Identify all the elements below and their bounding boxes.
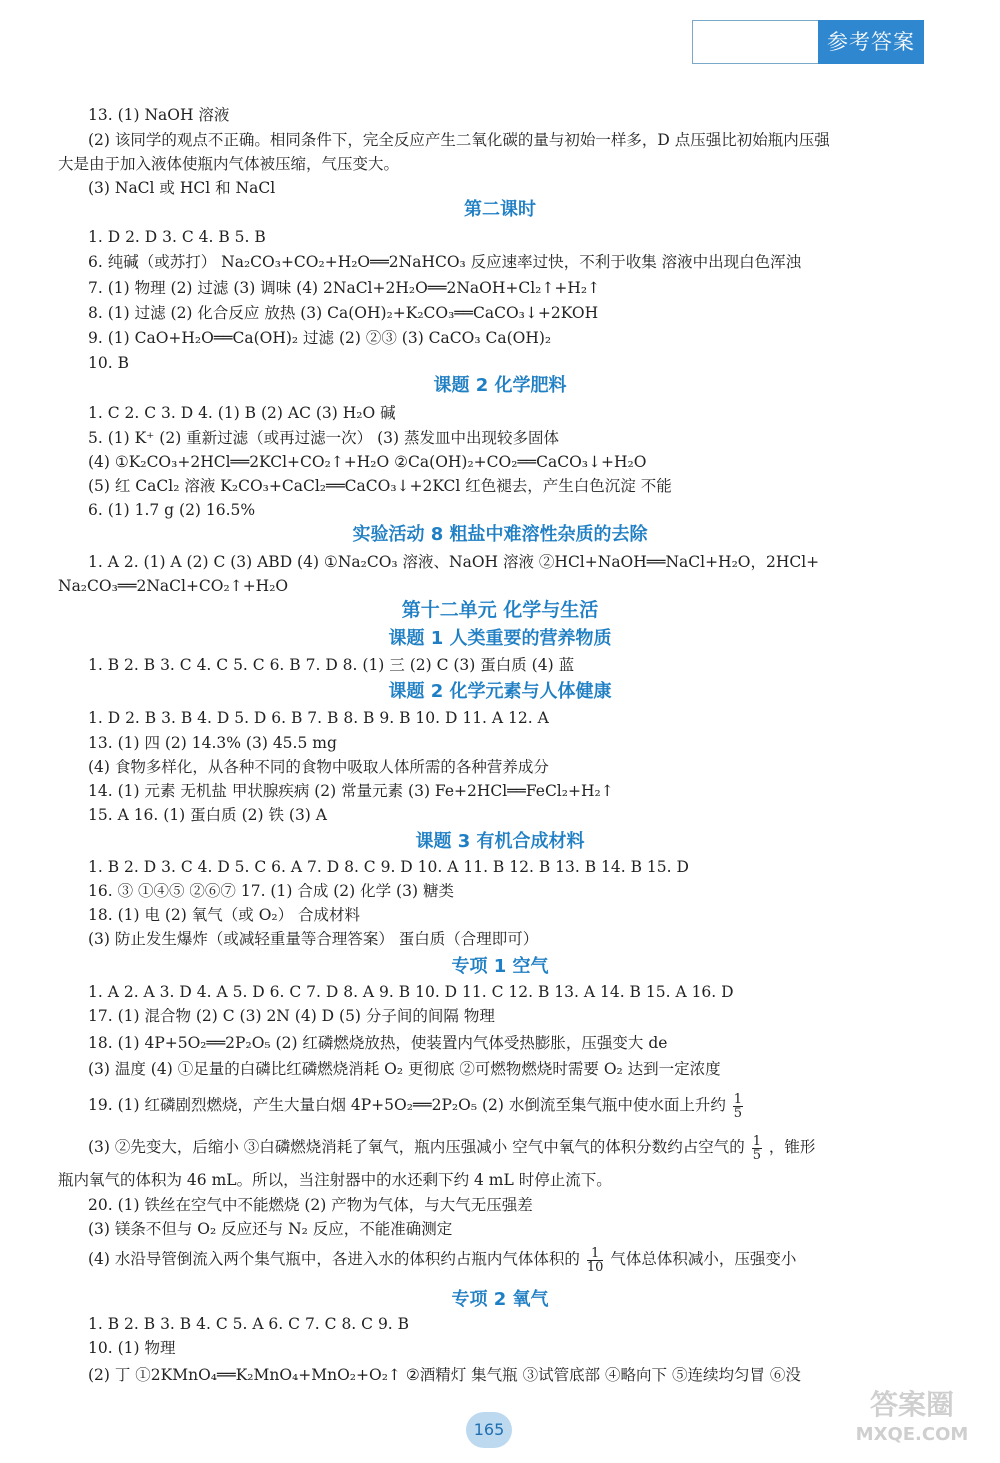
answer-line: 20. (1) 铁丝在空气中不能燃烧 (2) 产物为气体，与大气无压强差: [88, 1196, 533, 1214]
answer-line: 16. ③ ①④⑤ ②⑥⑦ 17. (1) 合成 (2) 化学 (3) 糖类: [88, 882, 454, 900]
fraction-one-tenth: [587, 1247, 604, 1274]
answer-line: Na₂CO₃══2NaCl+CO₂↑+H₂O: [58, 577, 289, 595]
answer-line: (4) 食物多样化，从各种不同的食物中吸取人体所需的各种营养成分: [88, 758, 549, 776]
fraction-denominator: 10: [586, 1259, 604, 1275]
answer-line: 9. (1) CaO+H₂O══Ca(OH)₂ 过滤 (2) ②③ (3) CaCO₃ Ca(OH)₂: [88, 329, 552, 347]
answer-line: 1. D 2. D 3. C 4. B 5. B: [88, 228, 266, 246]
answer-line-with-fraction: [88, 1128, 940, 1166]
answer-line: 10. B: [88, 354, 129, 372]
answer-line: 14. (1) 元素 无机盐 甲状腺疾病 (2) 常量元素 (3) Fe+2HCl══FeCl₂+H₂↑: [88, 782, 614, 800]
section-heading: 课题 2 化学元素与人体健康: [388, 681, 612, 702]
watermark-title: 答案圈: [869, 1388, 954, 1421]
fraction-denominator: 5: [752, 1147, 761, 1163]
section-heading: 课题 1 人类重要的营养物质: [388, 628, 612, 649]
answer-line: 8. (1) 过滤 (2) 化合反应 放热 (3) Ca(OH)₂+K₂CO₃══CaCO₃↓+2KOH: [88, 304, 599, 322]
unit-heading: 第十二单元 化学与生活: [401, 599, 599, 621]
answer-line: 1. B 2. D 3. C 4. D 5. C 6. A 7. D 8. C 9. D 10. A 11. B 12. B 13. B 14. B 15. D: [88, 858, 689, 876]
answer-line: (3) NaCl 或 HCl 和 NaCl: [88, 179, 276, 197]
answer-line-with-fraction: [88, 1240, 940, 1278]
answer-line: (2) 丁 ①2KMnO₄══K₂MnO₄+MnO₂+O₂↑ ②酒精灯 集气瓶 ③试管底部 ④略向下 ⑤连续均匀冒 ⑥没: [88, 1366, 801, 1384]
answer-line: 1. B 2. B 3. B 4. C 5. A 6. C 7. C 8. C 9. B: [88, 1315, 410, 1333]
answer-line: 1. A 2. A 3. D 4. A 5. D 6. C 7. D 8. A 9. B 10. D 11. C 12. B 13. A 14. B 15. A 16. D: [88, 983, 734, 1001]
section-heading: 课题 3 有机合成材料: [415, 831, 585, 852]
answer-key-badge: 参考答案: [818, 20, 924, 64]
watermark-logo: [832, 1386, 992, 1456]
fraction-numerator: 1: [587, 1247, 604, 1261]
answer-line: 17. (1) 混合物 (2) C (3) 2N (4) D (5) 分子间的间隔 物理: [88, 1007, 495, 1025]
answer-line: 瓶内氧气的体积为 46 mL。所以，当注射器中的水还剩下约 4 mL 时停止流下。: [58, 1171, 612, 1189]
answer-line: 13. (1) 四 (2) 14.3% (3) 45.5 mg: [88, 734, 337, 752]
watermark-url: MXQE.COM: [855, 1424, 969, 1445]
answer-text: ，锥形: [768, 1138, 816, 1156]
section-heading: 第二课时: [464, 199, 536, 220]
answer-line: (4) ①K₂CO₃+2HCl══2KCl+CO₂↑+H₂O ②Ca(OH)₂+CO₂══CaCO₃↓+H₂O: [88, 453, 647, 471]
answer-line: 18. (1) 4P+5O₂══2P₂O₅ (2) 红磷燃烧放热，使装置内气体受热膨胀，压强变大 de: [88, 1034, 668, 1052]
answer-line: 1. D 2. B 3. B 4. D 5. D 6. B 7. B 8. B 9. B 10. D 11. A 12. A: [88, 709, 549, 727]
answer-line: 18. (1) 电 (2) 氧气（或 O₂） 合成材料: [88, 906, 361, 924]
answer-line: 5. (1) K⁺ (2) 重新过滤（或再过滤一次） (3) 蒸发皿中出现较多固体: [88, 429, 559, 447]
section-heading: 专项 1 空气: [451, 956, 549, 977]
answer-line: 13. (1) NaOH 溶液: [88, 106, 230, 124]
answer-line: 6. 纯碱（或苏打） Na₂CO₃+CO₂+H₂O══2NaHCO₃ 反应速率过快，不利于收集 溶液中出现白色浑浊: [88, 253, 802, 271]
fraction-denominator: 5: [733, 1105, 743, 1121]
fraction-one-fifth: [752, 1135, 762, 1162]
answer-line: 1. B 2. B 3. C 4. C 5. C 6. B 7. D 8. (1) 三 (2) C (3) 蛋白质 (4) 蓝: [88, 656, 575, 674]
section-heading: 专项 2 氧气: [451, 1289, 549, 1310]
answer-text: 19. (1) 红磷剧烈燃烧，产生大量白烟 4P+5O₂══2P₂O₅ (2) 水倒流至集气瓶中使水面上升约: [88, 1096, 726, 1114]
answer-line: 15. A 16. (1) 蛋白质 (2) 铁 (3) A: [88, 806, 327, 824]
answer-text: 气体总体积减小，压强变小: [610, 1250, 797, 1268]
answer-line: (3) 防止发生爆炸（或减轻重量等合理答案） 蛋白质（合理即可）: [88, 930, 539, 948]
answer-line: 1. C 2. C 3. D 4. (1) B (2) AC (3) H₂O 碱: [88, 404, 396, 422]
answer-line: (3) 温度 (4) ①足量的白磷比红磷燃烧消耗 O₂ 更彻底 ②可燃物燃烧时需要 O₂ 达到一定浓度: [88, 1060, 721, 1078]
answer-line-with-fraction: [88, 1086, 940, 1124]
section-heading: 课题 2 化学肥料: [433, 375, 567, 396]
answer-line: 1. A 2. (1) A (2) C (3) ABD (4) ①Na₂CO₃ 溶液、NaOH 溶液 ②HCl+NaOH══NaCl+H₂O，2HCl+: [88, 553, 820, 571]
fraction-one-fifth: [733, 1093, 743, 1120]
answer-line: (5) 红 CaCl₂ 溶液 K₂CO₃+CaCl₂══CaCO₃↓+2KCl 红色褪去，产生白色沉淀 不能: [88, 477, 672, 495]
answer-line: 10. (1) 物理: [88, 1339, 176, 1357]
section-heading: 实验活动 8 粗盐中难溶性杂质的去除: [352, 524, 648, 545]
answer-line: 大是由于加入液体使瓶内气体被压缩，气压变大。: [58, 155, 400, 173]
answer-line: (3) 镁条不但与 O₂ 反应还与 N₂ 反应，不能准确测定: [88, 1220, 453, 1238]
answer-line: (2) 该同学的观点不正确。相同条件下，完全反应产生二氧化碳的量与初始一样多，D 点压强比初始瓶内压强: [88, 131, 830, 149]
answer-line: 7. (1) 物理 (2) 过滤 (3) 调味 (4) 2NaCl+2H₂O══2NaOH+Cl₂↑+H₂↑: [88, 279, 601, 297]
fraction-numerator: 1: [733, 1091, 743, 1107]
answer-line: 6. (1) 1.7 g (2) 16.5%: [88, 501, 256, 519]
answer-text: (4) 水沿导管倒流入两个集气瓶中，各进入水的体积约占瓶内气体体积的: [88, 1250, 580, 1268]
fraction-numerator: 1: [752, 1133, 761, 1149]
answer-text: (3) ②先变大，后缩小 ③白磷燃烧消耗了氧气，瓶内压强减小 空气中氧气的体积分数约占空气的: [88, 1138, 745, 1156]
page-number: 165: [466, 1412, 512, 1448]
